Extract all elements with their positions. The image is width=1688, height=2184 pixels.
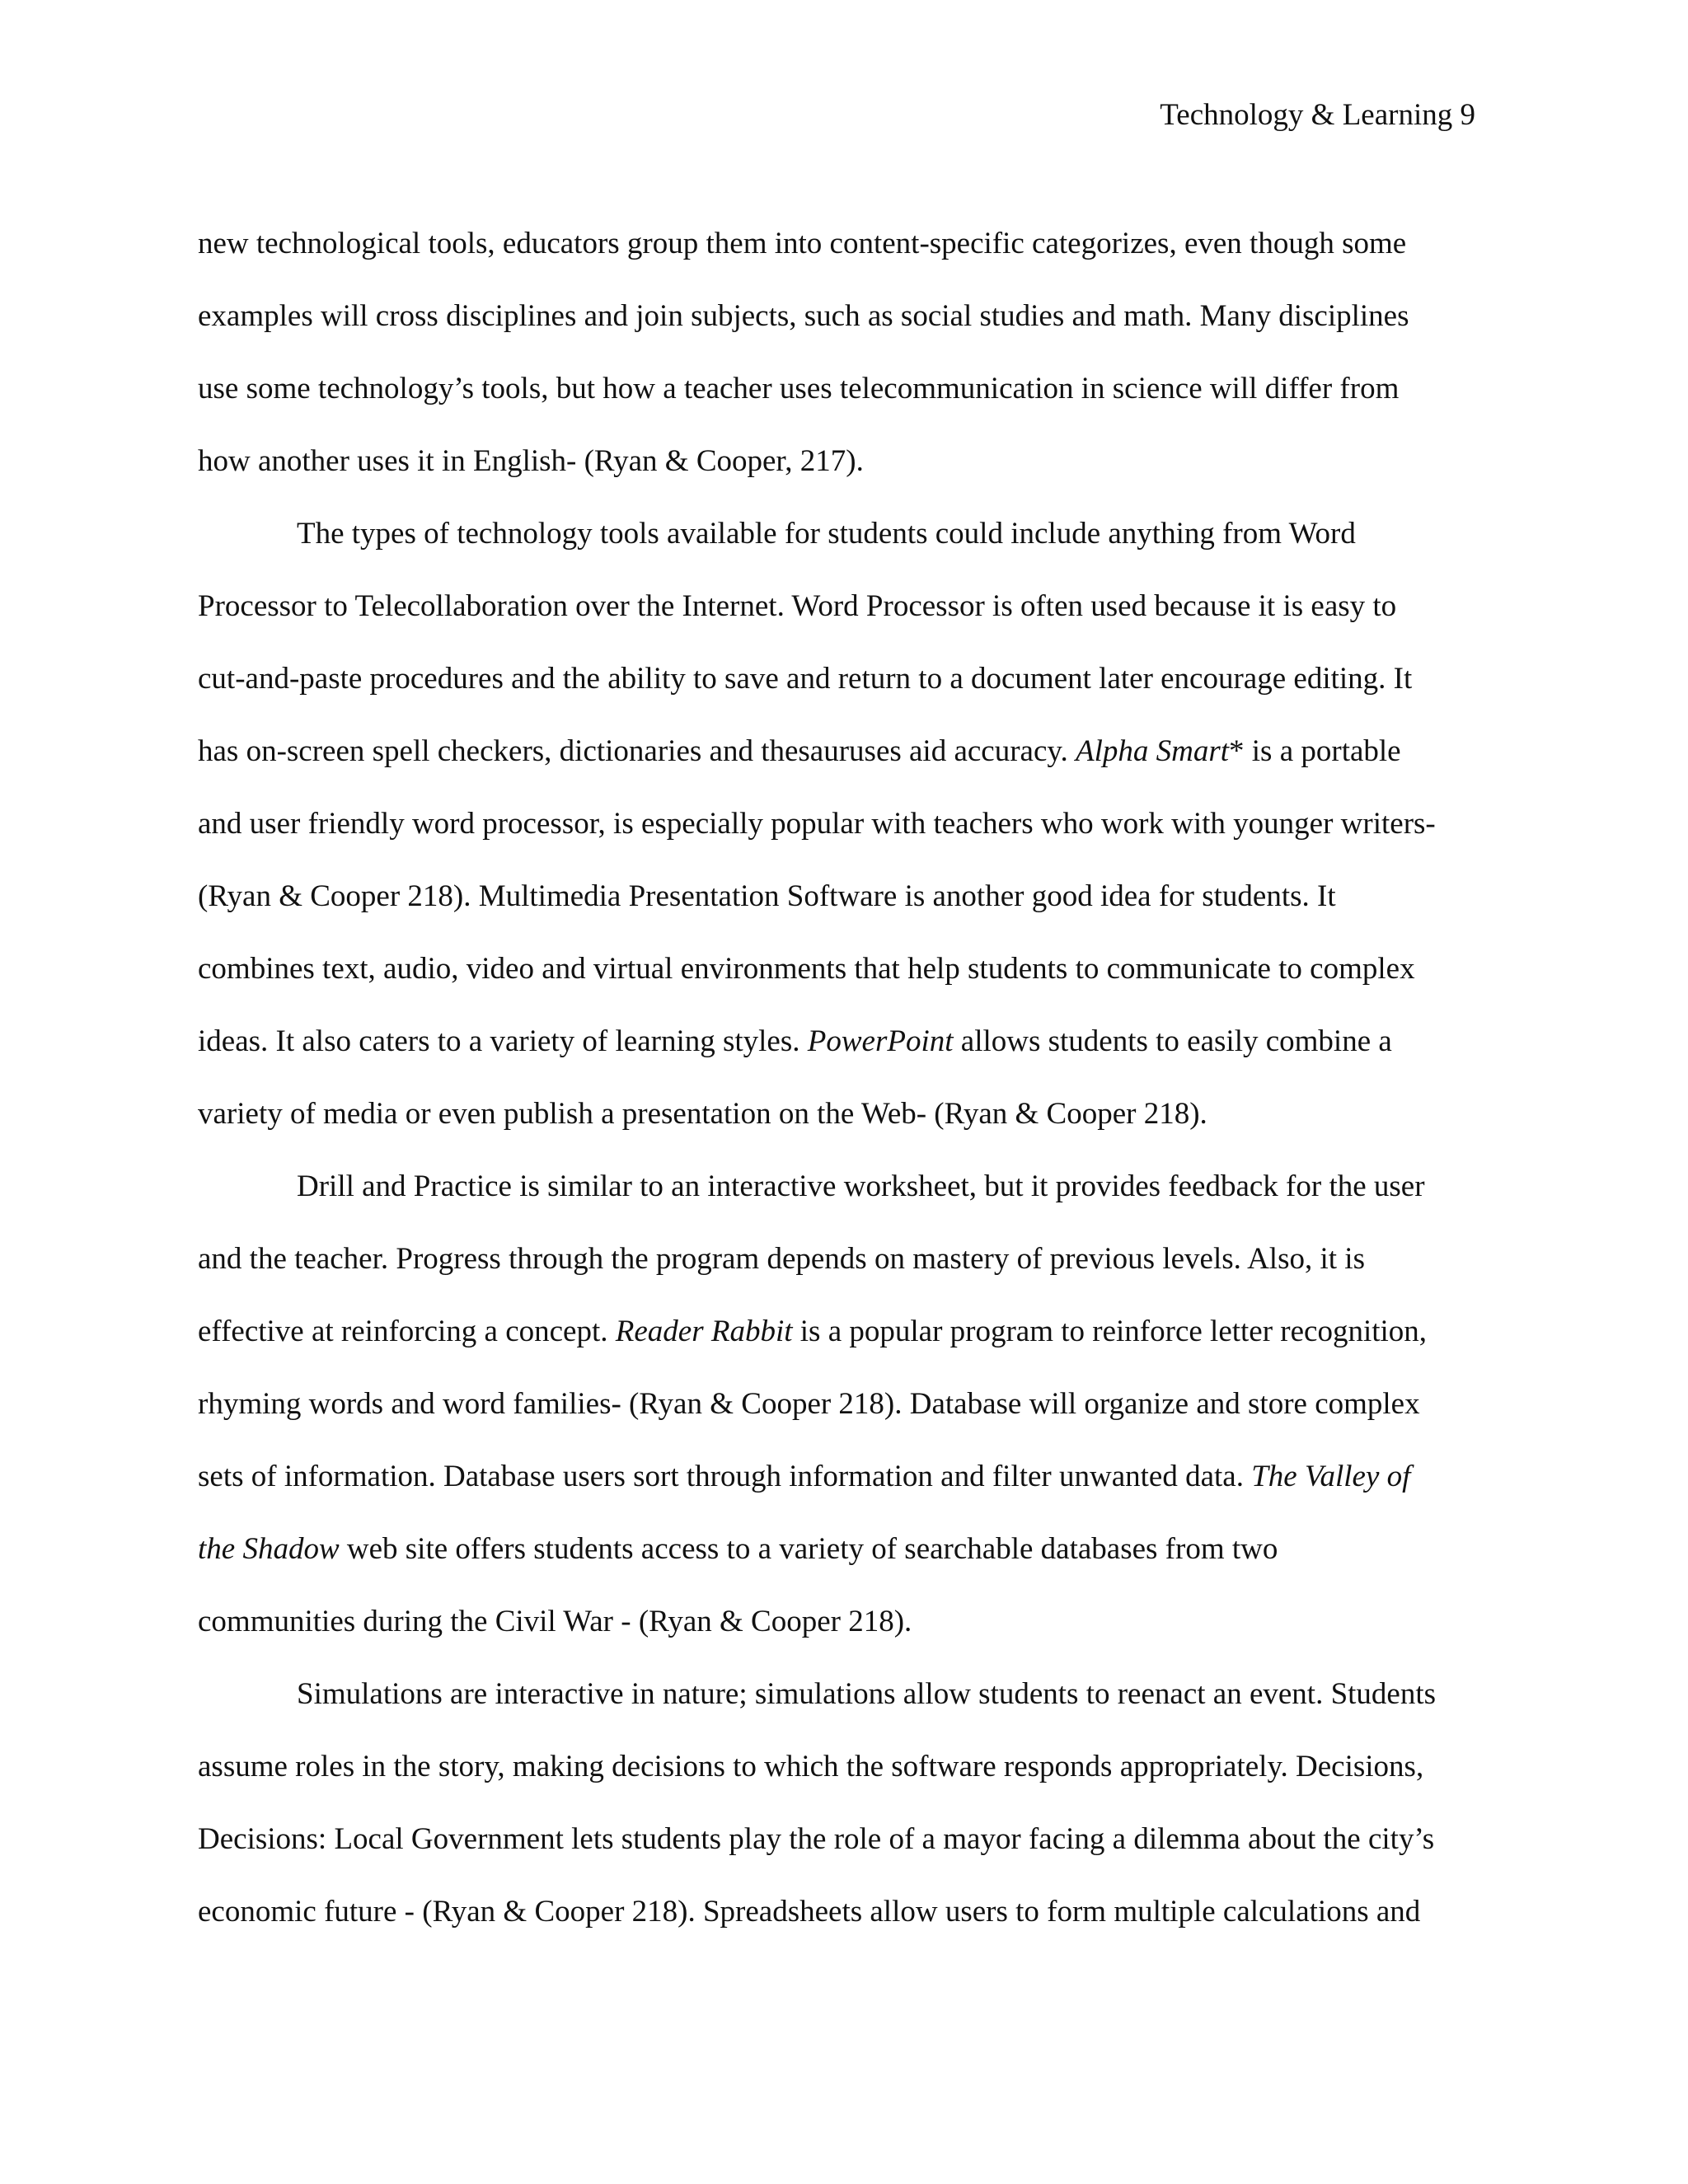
text-line: [198, 498, 1508, 570]
text-run: use some technology’s tools, but how a teacher uses telecommunication in science will differ from: [198, 372, 1400, 405]
text-run: rhyming words and word families- (Ryan & Cooper 218). Database will organize and store complex: [198, 1387, 1420, 1421]
text-run: economic future - (Ryan & Cooper 218). Spreadsheets allow users to form multiple calculations and: [198, 1895, 1421, 1929]
text-line: [198, 1803, 1508, 1876]
text-line: [198, 1441, 1508, 1513]
text-line: [198, 1223, 1508, 1296]
text-run: and the teacher. Progress through the program depends on mastery of previous levels. Also, it is: [198, 1242, 1365, 1276]
text-run: sets of information. Database users sort through information and filter unwanted data.: [198, 1460, 1252, 1493]
text-run: assume roles in the story, making decisions to which the software responds appropriately. Decisions,: [198, 1750, 1424, 1783]
text-line: [198, 353, 1508, 425]
text-run: combines text, audio, video and virtual environments that help students to communicate to complex: [198, 952, 1415, 986]
text-line: [198, 933, 1508, 1005]
text-run: Decisions: Local Government lets students play the role of a mayor facing a dilemma about the city’s: [198, 1822, 1435, 1856]
italic-title: Alpha Smart: [1076, 734, 1230, 768]
body-text: [198, 208, 1508, 1948]
text-line: [198, 1078, 1508, 1151]
text-line: [198, 1586, 1508, 1658]
italic-title: The Valley of: [1251, 1460, 1411, 1493]
text-run: (Ryan & Cooper 218). Multimedia Presentation Software is another good idea for students. It: [198, 879, 1336, 913]
text-line: [198, 1876, 1508, 1948]
text-line: [198, 208, 1508, 280]
text-line: [198, 1513, 1508, 1586]
text-run: examples will cross disciplines and join subjects, such as social studies and math. Many disciplines: [198, 299, 1409, 333]
text-line: [198, 1368, 1508, 1441]
text-run: new technological tools, educators group them into content-specific categorizes, even though some: [198, 227, 1407, 260]
text-run: variety of media or even publish a presentation on the Web- (Ryan & Cooper 218).: [198, 1097, 1207, 1131]
text-run: Simulations are interactive in nature; simulations allow students to reenact an event. Students: [297, 1677, 1437, 1711]
italic-title: PowerPoint: [807, 1024, 954, 1058]
text-run: has on-screen spell checkers, dictionaries and thesauruses aid accuracy.: [198, 734, 1076, 768]
text-run: how another uses it in English- (Ryan & Cooper, 217).: [198, 444, 864, 478]
text-line: [198, 860, 1508, 933]
text-run: ideas. It also caters to a variety of learning styles.: [198, 1024, 808, 1058]
text-line: [198, 425, 1508, 498]
text-line: [198, 1658, 1508, 1731]
text-line: [198, 715, 1508, 788]
text-run: allows students to easily combine a: [953, 1024, 1392, 1058]
text-run: communities during the Civil War - (Ryan & Cooper 218).: [198, 1605, 912, 1638]
text-run: The types of technology tools available for students could include anything from Word: [297, 517, 1356, 551]
text-run: Drill and Practice is similar to an interactive worksheet, but it provides feedback for the user: [297, 1169, 1425, 1203]
text-run: cut-and-paste procedures and the ability to save and return to a document later encourage editing. It: [198, 662, 1413, 696]
text-run: effective at reinforcing a concept.: [198, 1315, 616, 1348]
running-head: Technology & Learning 9: [1160, 98, 1475, 132]
text-line: [198, 570, 1508, 643]
text-run: and user friendly word processor, is especially popular with teachers who work with younger writers-: [198, 807, 1436, 841]
text-line: [198, 280, 1508, 353]
text-run: is a popular program to reinforce letter recognition,: [792, 1315, 1428, 1348]
text-run: Processor to Telecollaboration over the Internet. Word Processor is often used because it is easy to: [198, 589, 1397, 623]
text-line: [198, 1151, 1508, 1223]
text-run: web site offers students access to a variety of searchable databases from two: [339, 1532, 1278, 1566]
text-line: [198, 1731, 1508, 1803]
text-line: [198, 643, 1508, 715]
italic-title: Reader Rabbit: [615, 1315, 793, 1348]
text-line: [198, 1005, 1508, 1078]
text-line: [198, 1296, 1508, 1368]
italic-title: the Shadow: [198, 1532, 340, 1566]
text-run: * is a portable: [1229, 734, 1401, 768]
text-line: [198, 788, 1508, 860]
